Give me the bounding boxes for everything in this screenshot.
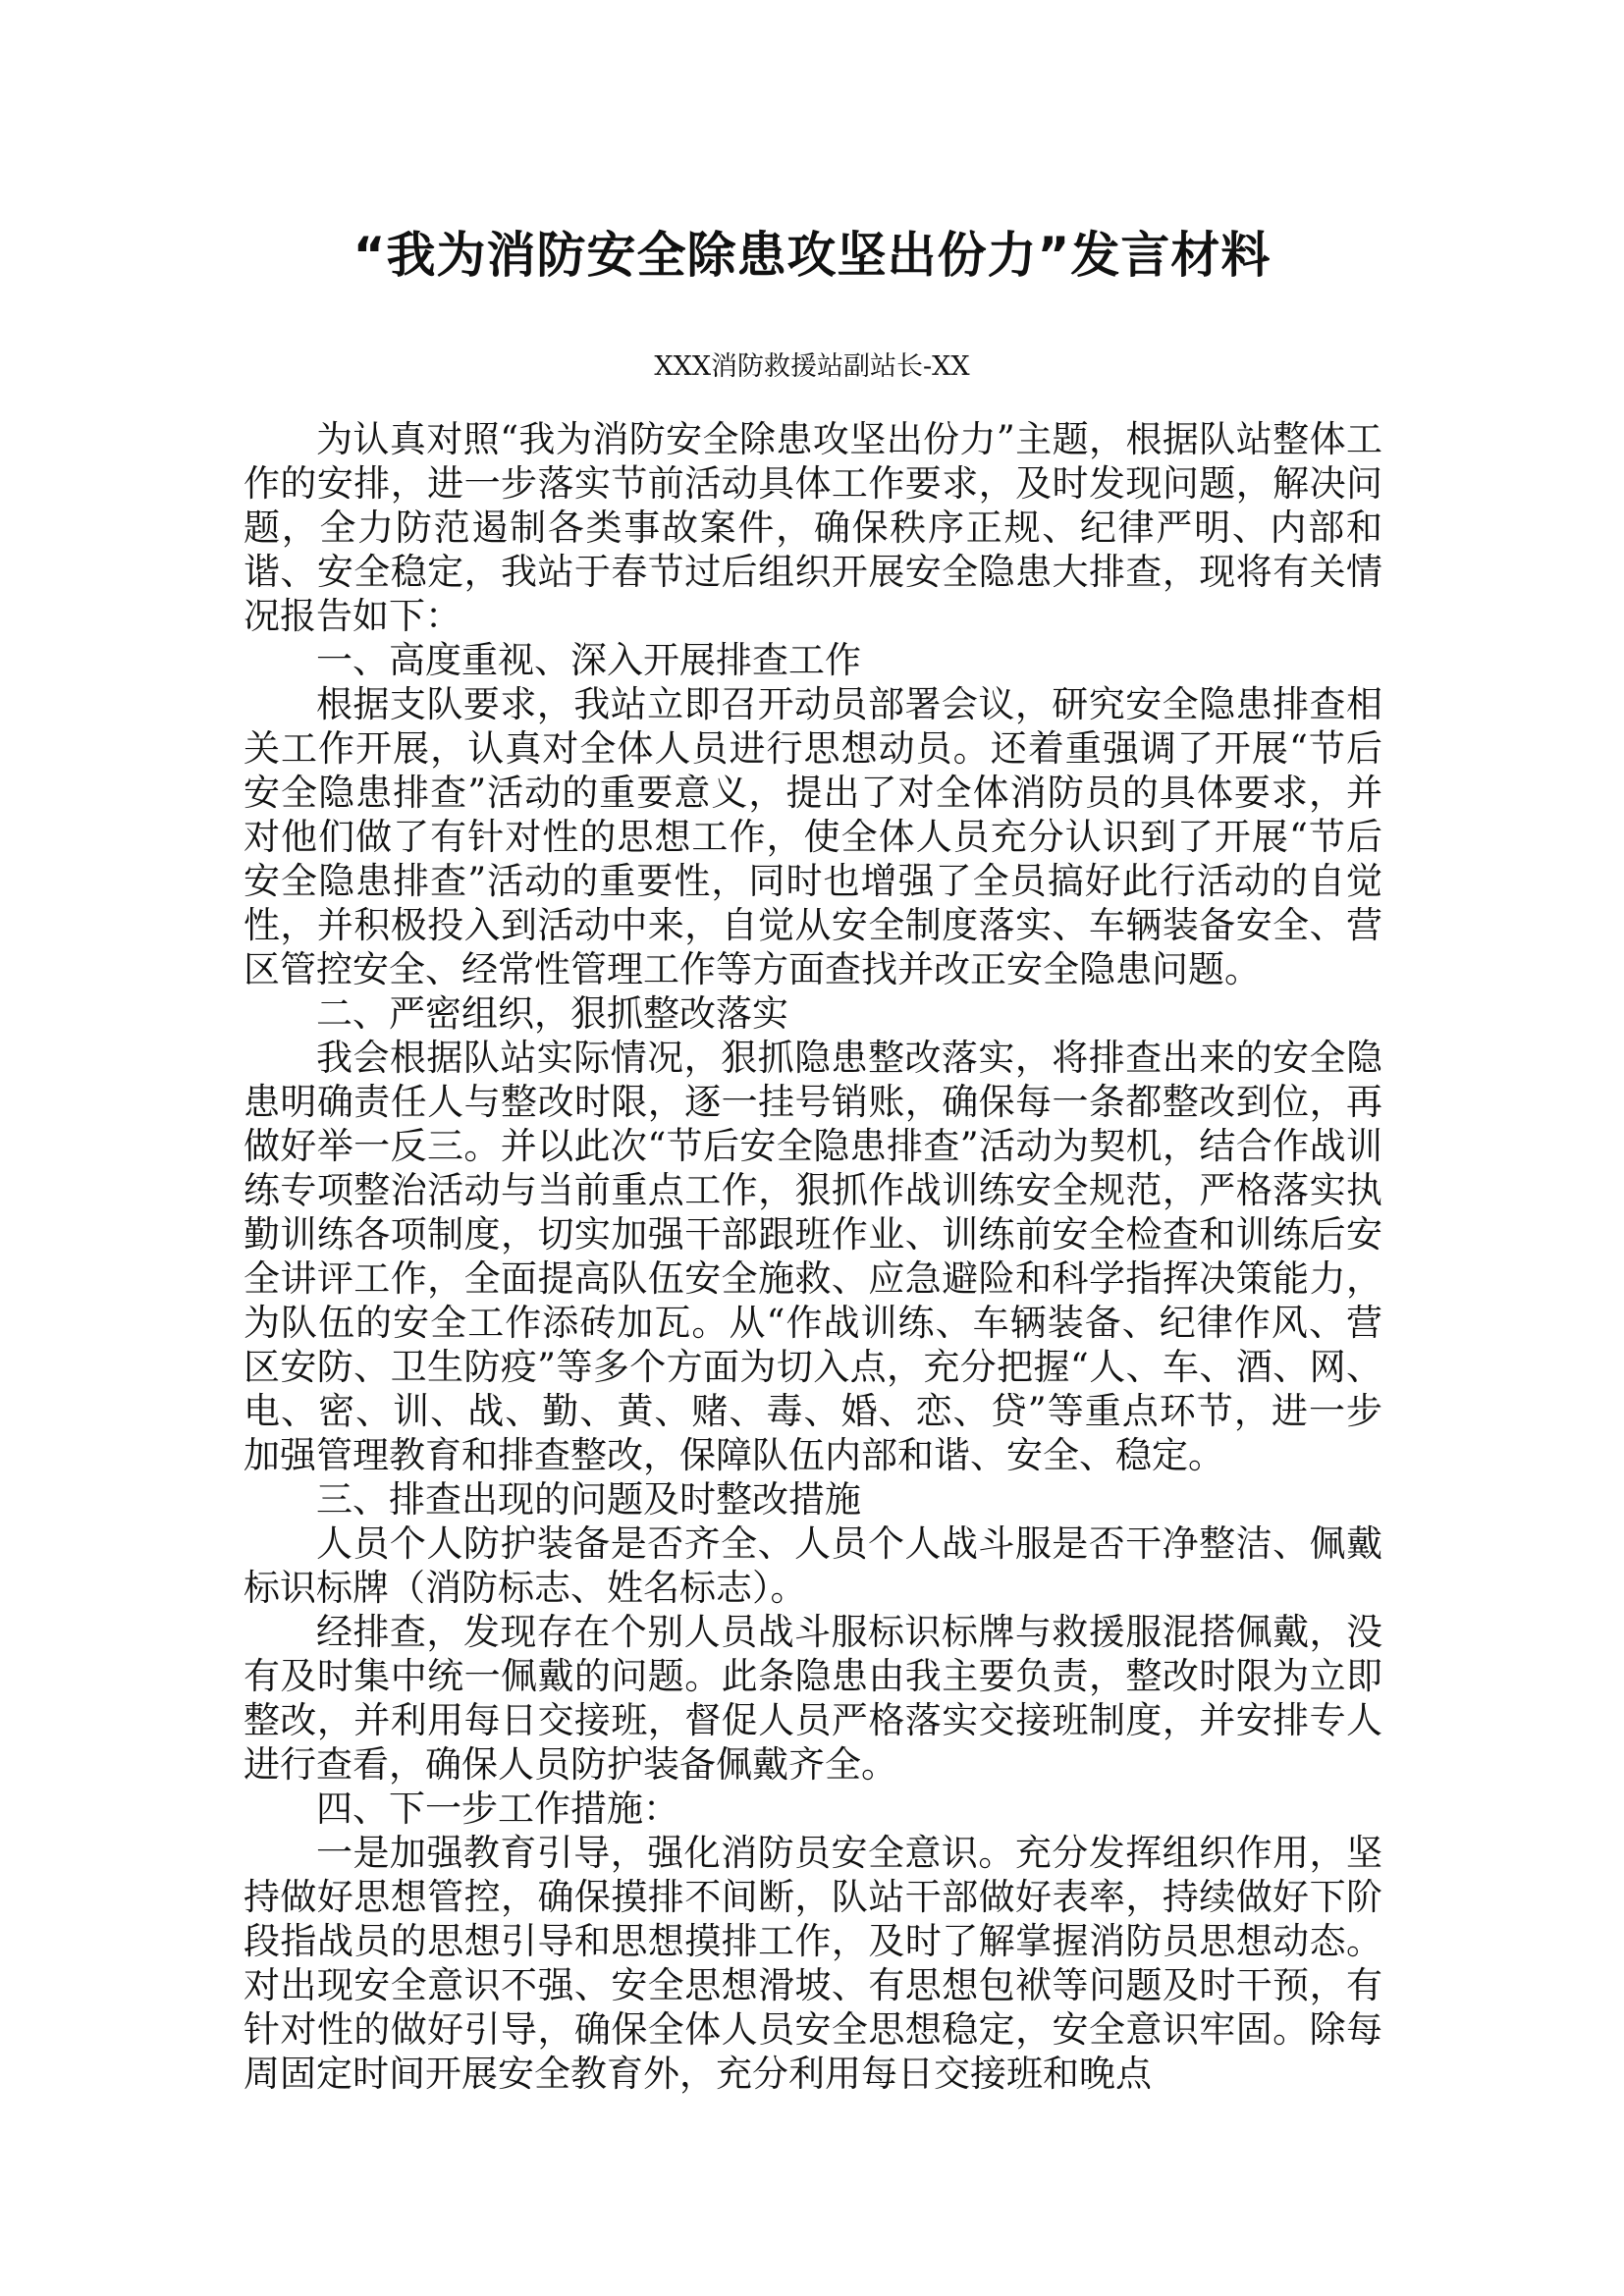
document-body [244,417,1382,2096]
document-byline: XXX消防救援站副站长-XX [654,351,970,382]
paragraph-section-2: 我会根据队站实际情况，狠抓隐患整改落实，将排查出来的安全隐患明确责任人与整改时限，逐一挂号销账，确保每一条都整改到位，再做好举一反三。并以此次“节后安全隐患排查”活动为契机，结合作战训练专项整治活动与当前重点工作，狠抓作战训练安全规范，严格落实执勤训练各项制度，切实加强干部跟班作业、训练前安全检查和训练后安全讲评工作，全面提高队伍安全施救、应急避险和科学指挥决策能力，为队伍的安全工作添砖加瓦。从“作战训练、车辆装备、纪律作风、营区安防、卫生防疫”等多个方面为切入点，充分把握“人、车、酒、网、电、密、训、战、勤、黄、赌、毒、婚、恋、贷”等重点环节，进一步加强管理教育和排查整改，保障队伍内部和谐、安全、稳定。 [244,1037,1382,1476]
section-heading-4: 四、下一步工作措施： [316,1788,679,1830]
paragraph-intro: 为认真对照“我为消防安全除患攻坚出份力”主题，根据队站整体工作的安排，进一步落实节前活动具体工作要求，及时发现问题，解决问题，全力防范遏制各类事故案件，确保秩序正规、纪律严明、内部和谐、安全稳定，我站于春节过后组织开展安全隐患大排查，现将有关情况报告如下： [244,418,1382,637]
paragraph-section-1: 根据支队要求，我站立即召开动员部署会议，研究安全隐患排查相关工作开展，认真对全体人员进行思想动员。还着重强调了开展“节后安全隐患排查”活动的重要意义，提出了对全体消防员的具体要求，并对他们做了有针对性的思想工作，使全体人员充分认识到了开展“节后安全隐患排查”活动的重要性，同时也增强了全员搞好此行活动的自觉性，并积极投入到活动中来，自觉从安全制度落实、车辆装备安全、营区管控安全、经常性管理工作等方面查找并改正安全隐患问题。 [244,683,1382,990]
paragraph-section-3b: 经排查，发现存在个别人员战斗服标识标牌与救援服混搭佩戴，没有及时集中统一佩戴的问题。此条隐患由我主要负责，整改时限为立即整改，并利用每日交接班，督促人员严格落实交接班制度，并安排专人进行查看，确保人员防护装备佩戴齐全。 [244,1611,1382,1786]
section-heading-2: 二、严密组织，狠抓整改落实 [316,992,788,1035]
document-title: “我为消防安全除患攻坚出份力”发言材料 [352,227,1272,284]
section-heading-1: 一、高度重视、深入开展排查工作 [316,639,861,681]
section-heading-3: 三、排查出现的问题及时整改措施 [316,1478,861,1521]
paragraph-section-4: 一是加强教育引导，强化消防员安全意识。充分发挥组织作用，坚持做好思想管控，确保摸排不间断，队站干部做好表率，持续做好下阶段指战员的思想引导和思想摸排工作，及时了解掌握消防员思想动态。对出现安全意识不强、安全思想滑坡、有思想包袱等问题及时干预，有针对性的做好引导，确保全体人员安全思想稳定，安全意识牢固。除每周固定时间开展安全教育外，充分利用每日交接班和晚点 [244,1832,1382,2095]
paragraph-section-3a: 人员个人防护装备是否齐全、人员个人战斗服是否干净整洁、佩戴标识标牌（消防标志、姓名标志）。 [244,1522,1382,1609]
